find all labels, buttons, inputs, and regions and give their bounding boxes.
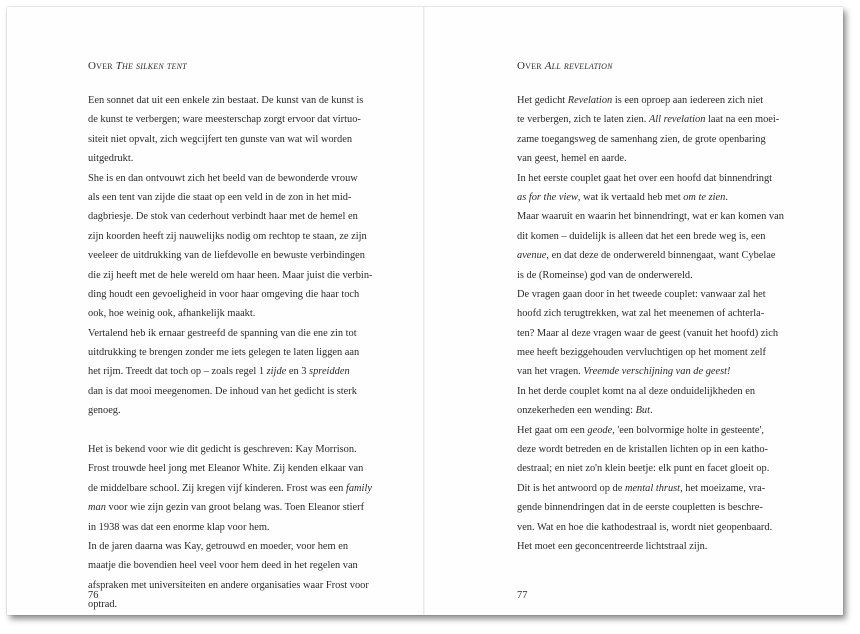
text-run: te verbergen, zich te laten zien. — [517, 114, 649, 126]
paragraph-break — [88, 421, 372, 440]
text-run: Maar waaruit en waarin het binnendringt, wat er kan komen van — [517, 211, 784, 223]
right-running-head — [517, 60, 613, 72]
text-run: die zij heeft met de hele wereld om haar heen. Maar juist die verbin- — [88, 269, 373, 281]
text-run: ook, hoe weinig ook, afhankelijk maakt. — [88, 308, 256, 320]
text-line — [517, 537, 805, 556]
text-run: veeleer de uitdrukking van de liefdevolle en bewuste verbindingen — [88, 250, 365, 262]
text-line — [88, 556, 372, 575]
text-line — [517, 459, 805, 478]
left-body-text — [88, 91, 372, 615]
text-run: Frost trouwde heel jong met Eleanor White. Zij kenden elkaar van — [88, 463, 364, 475]
text-line — [88, 188, 372, 207]
text-line — [88, 227, 372, 246]
text-run: uitdrukking te brengen zonder me iets gelegen te laten liggen aan — [88, 347, 360, 359]
book-spread — [7, 7, 843, 615]
running-head-title: All revelation — [544, 60, 613, 72]
text-run: deze wordt betreden en de kristallen lichten op in een katho- — [517, 444, 769, 456]
text-run: , en dat deze de onderwereld binnengaat, want Cybelae — [546, 250, 776, 262]
text-run: de kunst te verbergen; ware meesterschap zorgt ervoor dat virtuo- — [88, 114, 361, 126]
text-run: destraal; en niet zo'n klein beetje: elk punt en facet gloeit op. — [517, 463, 770, 475]
text-run: . — [725, 191, 728, 203]
text-run: het rijm. Treedt dat toch op – zoals regel 1 — [88, 366, 267, 378]
italic-run: zijde — [266, 366, 287, 378]
left-page — [7, 7, 425, 615]
text-run: In het derde couplet komt na al deze onduidelijkheden en — [517, 385, 756, 397]
italic-run: spreidden — [309, 366, 350, 378]
text-run: , 'een bolvormige holte in gesteente', — [612, 424, 764, 436]
text-line — [517, 498, 805, 517]
italic-run: All revelation — [648, 114, 706, 126]
right-body-text — [517, 91, 805, 556]
text-line — [517, 382, 805, 401]
text-line — [88, 382, 372, 401]
text-line — [88, 130, 372, 149]
italic-run: om te zien — [683, 191, 726, 203]
text-line — [88, 537, 372, 556]
text-line — [88, 595, 372, 614]
text-run: dan is dat mooi meegenomen. De inhoud van het gedicht is sterk — [88, 385, 357, 397]
text-run: is een oproep aan iedereen zich niet — [612, 95, 764, 106]
text-run: mee heeft beziggehouden vervluchtigen op het moment zelf — [517, 347, 766, 359]
text-run: zame toegangsweg de samenhang zien, de grote openbaring — [517, 133, 766, 145]
text-line — [88, 498, 372, 517]
italic-run: Vreemde verschijning van de geest! — [583, 366, 731, 378]
italic-run: family — [345, 482, 372, 494]
text-line — [517, 343, 805, 362]
text-run: als een tent van zijde die staat op een veld in de zon in het mid- — [88, 191, 352, 203]
text-run: Vertalend heb ik ernaar gestreefd de spanning van die ene zin tot — [88, 327, 357, 339]
text-run: maatje die bovendien heel veel voor hem deed in het regelen van — [88, 560, 358, 572]
italic-run: Revelation — [567, 95, 613, 106]
text-run: She is en dan ontvouwt zich het beeld van de bewonderde vrouw — [88, 172, 358, 184]
text-run: Het gaat om een — [517, 424, 588, 436]
text-line — [517, 285, 805, 304]
text-line — [88, 266, 372, 285]
text-run: In de jaren daarna was Kay, getrouwd en moeder, voor hem en — [88, 540, 349, 552]
text-line — [88, 362, 372, 381]
text-run: optrad. — [88, 599, 118, 611]
italic-run: geode — [587, 424, 613, 436]
text-line — [517, 169, 805, 188]
text-run: de middelbare school. Zij kregen vijf kinderen. Frost was een — [88, 482, 346, 494]
text-line — [517, 207, 805, 226]
text-line — [517, 362, 805, 381]
text-run: In het eerste couplet gaat het over een hoofd dat binnendringt — [517, 172, 773, 184]
text-run: voor wie zijn gezin van groot belang was. Toen Eleanor stierf — [105, 502, 365, 514]
text-run: dagbriesje. De stok van cederhout verbindt haar met de hemel en — [88, 211, 358, 223]
italic-run: avenue — [517, 250, 547, 262]
text-line — [517, 324, 805, 343]
text-line — [88, 91, 372, 110]
text-line — [88, 169, 372, 188]
text-run: uitgedrukt. — [88, 153, 134, 165]
text-line — [88, 401, 372, 420]
text-line — [88, 479, 372, 498]
text-line — [517, 421, 805, 440]
text-line — [517, 91, 805, 110]
text-run: De vragen gaan door in het tweede couplet: vanwaar zal het — [517, 288, 766, 300]
text-run: Het gedicht — [517, 95, 568, 106]
text-line — [88, 285, 372, 304]
text-line — [517, 188, 805, 207]
text-line — [88, 343, 372, 362]
text-line — [88, 459, 372, 478]
text-run: ding houdt een gevoeligheid in voor haar omgeving die haar toch — [88, 288, 360, 300]
left-running-head — [88, 60, 187, 72]
text-line — [517, 518, 805, 537]
text-run: van het vragen. — [517, 366, 584, 378]
right-page-number: 77 — [517, 590, 528, 601]
text-line — [88, 324, 372, 343]
text-run: hoofd zich terugtrekken, wat zal het meenemen of achterla- — [517, 308, 765, 320]
text-run: . — [650, 405, 653, 417]
italic-run: But — [635, 405, 651, 417]
text-line — [88, 110, 372, 129]
text-run: genoeg. — [88, 405, 121, 417]
text-run: Een sonnet dat uit een enkele zin bestaat. De kunst van de kunst is — [88, 95, 364, 106]
text-run: Het moet een geconcentreerde lichtstraal zijn. — [517, 540, 708, 552]
text-run: onzekerheden een wending: — [517, 405, 636, 417]
italic-run: man — [88, 502, 106, 514]
right-page — [425, 7, 843, 615]
text-line — [88, 246, 372, 265]
text-line — [88, 518, 372, 537]
text-line — [517, 110, 805, 129]
text-line — [517, 440, 805, 459]
italic-run: mental thrust — [624, 482, 681, 494]
text-run: in 1938 was dat een enorme klap voor hem. — [88, 521, 270, 533]
running-head-prefix: Over — [88, 60, 116, 72]
text-line — [517, 266, 805, 285]
text-line — [517, 304, 805, 323]
text-line — [517, 479, 805, 498]
text-line — [88, 304, 372, 323]
text-run: ven. Wat en hoe die kathodestraal is, wordt niet geopenbaard. — [517, 521, 773, 533]
text-line — [88, 207, 372, 226]
text-run: , het moeizame, vra- — [680, 482, 766, 494]
text-line — [517, 130, 805, 149]
text-run: dit komen – duidelijk is alleen dat het een brede weg is, een — [517, 230, 766, 242]
italic-run: as for the view — [517, 191, 578, 203]
text-line — [88, 576, 372, 595]
text-line — [88, 440, 372, 459]
left-page-number: 76 — [88, 590, 99, 601]
text-line — [517, 149, 805, 168]
text-run: van geest, hemel en aarde. — [517, 153, 627, 165]
text-run: zijn koorden heeft zij nauwelijks nodig om rechtop te staan, ze zijn — [88, 230, 367, 242]
text-run: en 3 — [286, 366, 310, 378]
text-line — [517, 401, 805, 420]
text-run: Het is bekend voor wie dit gedicht is geschreven: Kay Morrison. — [88, 444, 357, 456]
text-run: ten? Maar al deze vragen waar de geest (vanuit het hoofd) zich — [517, 327, 779, 339]
text-run: is de (Romeinse) god van de onderwereld. — [517, 269, 693, 281]
text-run: siteit niet opvalt, zich wegcijfert ten gunste van wat wil worden — [88, 133, 353, 145]
text-run: Dit is het antwoord op de — [517, 482, 625, 494]
text-run: laat na een moei- — [705, 114, 780, 126]
text-line — [88, 149, 372, 168]
running-head-title: The silken tent — [115, 60, 187, 72]
text-run: afspraken met universiteiten en andere organisaties waar Frost voor — [88, 579, 369, 591]
text-run: , wat ik vertaald heb met — [577, 191, 684, 203]
text-run: gende binnendringen dat in de eerste coupletten is beschre- — [517, 502, 763, 514]
text-line — [517, 227, 805, 246]
running-head-prefix: Over — [517, 60, 545, 72]
text-line — [517, 246, 805, 265]
